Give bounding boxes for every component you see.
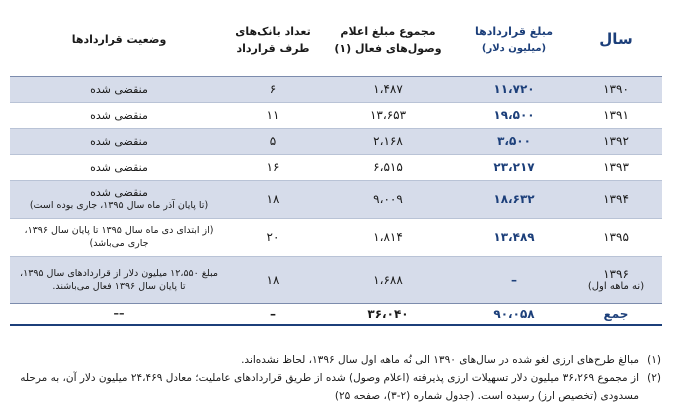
cell-status: منقضی شده [10,76,228,102]
total-status: –– [10,303,228,325]
cell-status: منقضی شده [10,154,228,180]
cell-status: منقضی شده [10,128,228,154]
cell-paid: ۱،۶۸۸ [318,256,458,303]
cell-banks: ۶ [228,76,318,102]
table-row [10,256,662,303]
table-row [10,102,662,128]
cell-paid: ۱،۸۱۴ [318,218,458,256]
cell-year: ۱۳۹۵ [570,218,662,256]
header-amount-label: مبلغ قراردادها [474,24,554,38]
cell-year: ۱۳۹۰ [570,76,662,102]
cell-banks: ۱۶ [228,154,318,180]
cell-amount: ۱۱،۷۲۰ [458,76,570,102]
total-paid: ۳۶،۰۴۰ [318,303,458,325]
cell-amount: ۳،۵۰۰ [458,128,570,154]
header-banks: تعداد بانک‌های طرف قرارداد [228,4,318,76]
footnote-2 [11,369,661,405]
footnotes [11,351,661,405]
contracts-table [10,4,662,326]
footnote-number: (۱) [647,354,661,366]
table-row [10,218,662,256]
header-status: وضعیت قراردادها [10,4,228,76]
total-banks: – [228,303,318,325]
cell-amount: ۱۹،۵۰۰ [458,102,570,128]
cell-status [10,180,228,218]
status-label: منقضی شده [90,186,148,199]
table-row [10,180,662,218]
status-note: (تا پایان آذر ماه سال ۱۳۹۵، جاری بوده است) [29,200,209,211]
cell-amount: ۱۳،۴۸۹ [458,218,570,256]
footnote-number: (۲) [647,372,661,384]
cell-paid: ۶،۵۱۵ [318,154,458,180]
cell-banks: ۱۸ [228,256,318,303]
year-label: ۱۳۹۶ [603,267,629,281]
cell-paid: ۲،۱۶۸ [318,128,458,154]
header-amount [458,4,570,76]
cell-year: ۱۳۹۳ [570,154,662,180]
cell-status: منقضی شده [10,102,228,128]
total-label: جمع [570,303,662,325]
table-row [10,76,662,102]
cell-amount: – [458,256,570,303]
cell-paid: ۹،۰۰۹ [318,180,458,218]
cell-year: ۱۳۹۱ [570,102,662,128]
header-paid: مجموع مبلغ اعلام وصول‌های فعال (۱) [318,4,458,76]
cell-paid: ۱۳،۶۵۳ [318,102,458,128]
table-header-row [10,4,662,76]
cell-status [10,256,228,303]
cell-year: ۱۳۹۲ [570,128,662,154]
cell-banks: ۵ [228,128,318,154]
cell-amount: ۱۸،۶۳۲ [458,180,570,218]
cell-banks: ۲۰ [228,218,318,256]
footnote-text: مبالغ طرح‌های ارزی لغو شده در سال‌های ۱۳۹۰ الی نُه ماهه اول سال ۱۳۹۶، لحاظ نشده‌اند. [241,354,639,366]
cell-status [10,218,228,256]
status-note: مبلغ ۱۲،۵۵۰ میلیون دلار از قراردادهای سال ۱۳۹۵، تا پایان سال ۱۳۹۶ فعال می‌باشند. [20,267,218,292]
cell-year [570,256,662,303]
cell-banks: ۱۸ [228,180,318,218]
year-sub-label: (نه ماهه اول) [587,281,645,292]
header-year: سال [570,4,662,76]
cell-amount: ۲۳،۲۱۷ [458,154,570,180]
cell-banks: ۱۱ [228,102,318,128]
cell-year: ۱۳۹۴ [570,180,662,218]
footnote-text: از مجموع ۳۶،۲۶۹ میلیون دلار تسهیلات ارزی پذیرفته (اعلام وصول) شده از طریق قراردادهای عاملیت؛ معادل ۲۴،۴۶۹ میلیون دلار آن، به مرحله مسدودی (تخصیص ارز) رسیده است. (جدول شماره (۲-۳)، صفحه ۲۵) [20,372,639,402]
header-amount-unit: (میلیون دلار) [481,42,547,54]
table-row [10,128,662,154]
table-total-row [10,303,662,325]
cell-paid: ۱،۴۸۷ [318,76,458,102]
table-row [10,154,662,180]
footnote-1 [11,351,661,369]
total-amount: ۹۰،۰۵۸ [458,303,570,325]
status-note: (از ابتدای دی ماه سال ۱۳۹۵ تا پایان سال ۱۳۹۶، جاری می‌باشد) [24,225,214,249]
